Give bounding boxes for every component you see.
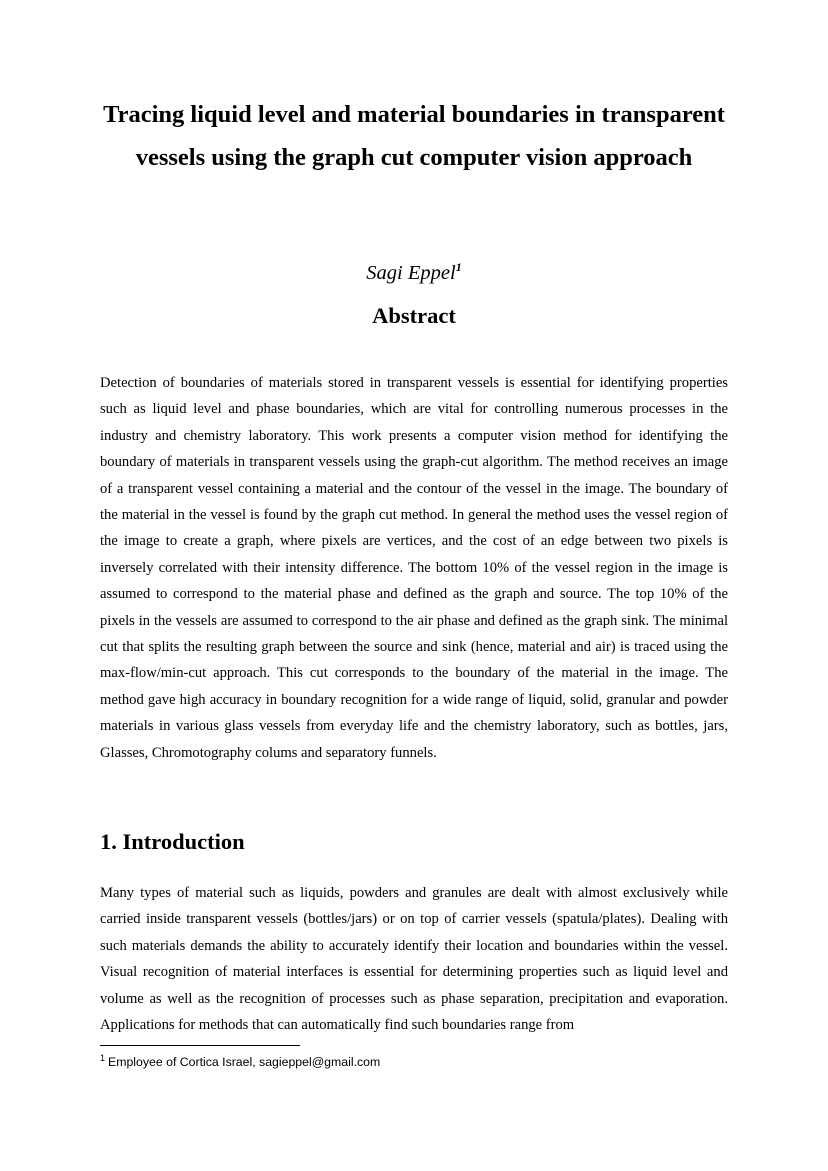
abstract-text: Detection of boundaries of materials stored in transparent vessels is essential for identifying properties such as liquid level and phase boundaries, which are vital for controlling numerous processes in the industry and chemistry laboratory. This work presents a computer vision method for identifying the boundary of materials in transparent vessels using the graph-cut algorithm. The method receives an image of a transparent vessel containing a material and the contour of the vessel in the image. The boundary of the material in the vessel is found by the graph cut method. In general the method uses the vessel region of the image to create a graph, where pixels are vertices, and the cost of an edge between two pixels is inversely correlated with their intensity difference. The bottom 10% of the vessel region in the image is assumed to correspond to the material phase and defined as the graph and source. The top 10% of the pixels in the vessels are assumed to correspond to the air phase and defined as the graph sink. The minimal cut that splits the resulting graph between the source and sink (hence, material and air) is traced using the max-flow/min-cut approach. This cut corresponds to the boundary of the material in the image. The method gave high accuracy in boundary recognition for a wide range of liquid, solid, granular and powder materials in various glass vessels from everyday life and the chemistry laboratory, such as bottles, jars, Glasses, Chromotography colums and separatory funnels. [100,375,728,761]
introduction-heading: 1. Introduction [100,829,245,854]
abstract-heading: Abstract [372,303,456,328]
footnote-divider [100,1045,300,1046]
author-name: Sagi Eppel [366,262,456,284]
footnote-mark: 1 [100,1053,106,1063]
footnote [100,1052,728,1072]
footnote-text: Employee of Cortica Israel, sagieppel@gmail.com [108,1055,381,1069]
author-affiliation-mark: 1 [455,260,462,274]
author-line [100,258,728,288]
paper-title: Tracing liquid level and material boundaries in transparent vessels using the graph cut computer vision approach [103,101,725,171]
introduction-text: Many types of material such as liquids, powders and granules are dealt with almost exclusively while carried inside transparent vessels (bottles/jars) or on top of carrier vessels (spatula/plates). Dealing with such materials demands the ability to accurately identify their location and boundaries within the vessel. Visual recognition of material interfaces is essential for determining properties such as liquid level and volume as well as the recognition of processes such as phase separation, precipitation and evaporation. Applications for methods that can automatically find such boundaries range from [100,885,728,1034]
